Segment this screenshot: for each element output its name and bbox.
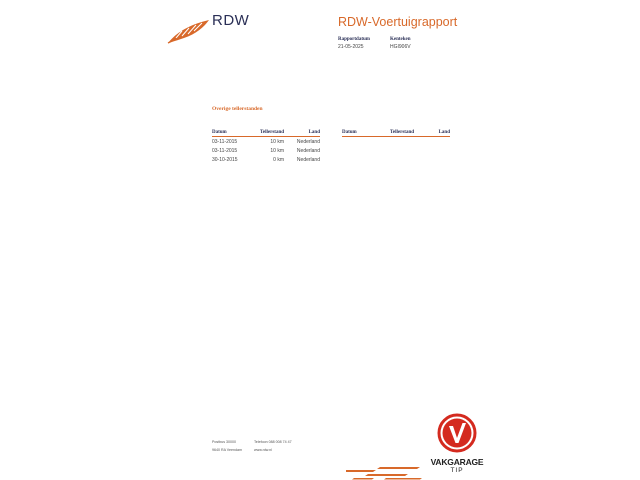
col-header-odometer: Tellerstand <box>252 129 284 137</box>
odometer-table <box>212 129 320 164</box>
cell-odometer: 10 km <box>270 147 284 154</box>
table-row <box>212 155 320 164</box>
footer-stripes-icon <box>346 466 424 480</box>
table-row <box>212 146 320 155</box>
report-date-label: Rapportdatum <box>338 37 370 42</box>
col-header-date: Datum <box>342 129 382 137</box>
footer-phone: Telefoon 088 008 74 47 <box>254 440 292 444</box>
vakgarage-badge <box>429 413 485 475</box>
rdw-logo-icon <box>166 19 210 45</box>
cell-odometer: 0 km <box>273 156 284 163</box>
report-date-value: 21-05-2025 <box>338 44 364 50</box>
table-header-row <box>212 129 320 137</box>
plate-value: HGI906V <box>390 44 411 50</box>
badge-line2: TIP <box>450 467 464 474</box>
badge-line1: VAKGARAGE <box>430 457 484 467</box>
report-title: RDW-Voertuigrapport <box>338 15 458 29</box>
footer-website[interactable]: www.rdw.nl <box>254 448 272 452</box>
cell-country: Nederland <box>296 156 320 163</box>
cell-date: 03-11-2015 <box>212 138 238 145</box>
table-header-row <box>342 129 450 137</box>
brand-name: RDW <box>212 12 250 29</box>
cell-odometer: 10 km <box>270 138 284 145</box>
col-header-country: Land <box>414 129 450 137</box>
cell-date: 03-11-2015 <box>212 147 238 154</box>
footer-postbus: Postbus 30000 <box>212 440 236 444</box>
col-header-date: Datum <box>212 129 252 137</box>
col-header-country: Land <box>284 129 320 137</box>
odometer-table-continued <box>342 129 450 137</box>
vakgarage-badge-icon <box>429 413 485 453</box>
footer-postcode: 9640 RA Veendam <box>212 448 242 452</box>
plate-label: Kenteken <box>390 37 411 42</box>
cell-date: 30-10-2015 <box>212 156 238 163</box>
section-title: Overige tellerstanden <box>212 106 263 112</box>
table-row <box>212 137 320 147</box>
col-header-odometer: Tellerstand <box>382 129 414 137</box>
cell-country: Nederland <box>296 138 320 145</box>
cell-country: Nederland <box>296 147 320 154</box>
